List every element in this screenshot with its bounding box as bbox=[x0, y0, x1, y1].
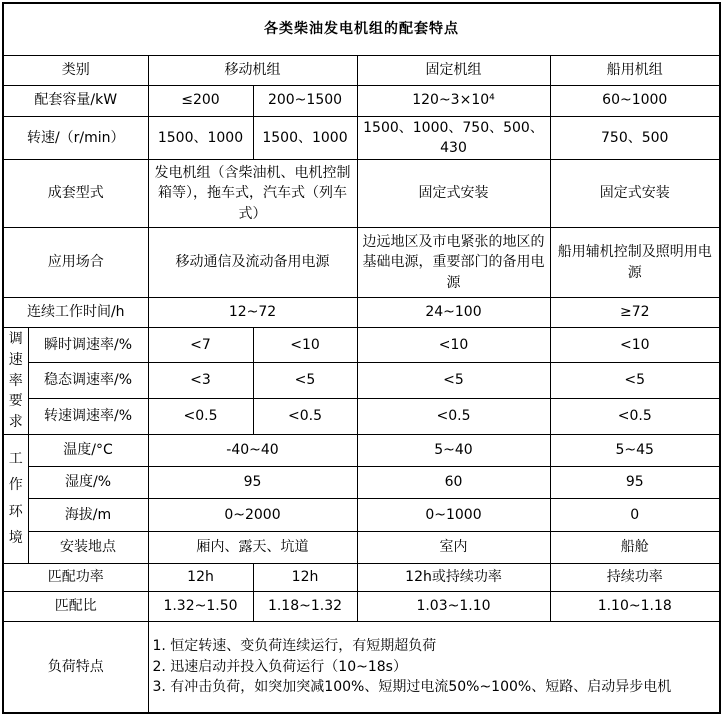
env-temp-marine: 5~45 bbox=[550, 434, 720, 466]
capacity-mobile-a: ≤200 bbox=[148, 85, 253, 116]
env-altitude-label: 海拔/m bbox=[28, 498, 148, 531]
application-marine: 船用辅机控制及照明用电源 bbox=[550, 228, 720, 298]
header-mobile-unit: 移动机组 bbox=[148, 55, 357, 85]
reg-instant-mobile-a: <7 bbox=[148, 328, 253, 363]
reg-steady-fixed: <5 bbox=[357, 362, 550, 399]
row-env-altitude bbox=[3, 498, 720, 531]
duration-fixed: 24~100 bbox=[357, 298, 550, 328]
env-temp-fixed: 5~40 bbox=[357, 434, 550, 466]
package-marine: 固定式安装 bbox=[550, 160, 720, 228]
group-environment bbox=[3, 434, 28, 563]
env-humidity-fixed: 60 bbox=[357, 466, 550, 498]
speed-fixed: 1500、1000、750、500、430 bbox=[357, 116, 550, 160]
env-humidity-marine: 95 bbox=[550, 466, 720, 498]
match-ratio-marine: 1.10~1.18 bbox=[550, 591, 720, 621]
header-marine-unit: 船用机组 bbox=[550, 55, 720, 85]
row-duration bbox=[3, 298, 720, 328]
reg-speed-mobile-b: <0.5 bbox=[253, 399, 357, 435]
env-altitude-mobile: 0~2000 bbox=[148, 498, 357, 531]
capacity-mobile-b: 200~1500 bbox=[253, 85, 357, 116]
row-match-power bbox=[3, 563, 720, 591]
reg-instant-marine: <10 bbox=[550, 328, 720, 363]
env-site-marine: 船舱 bbox=[550, 531, 720, 563]
duration-mobile: 12~72 bbox=[148, 298, 357, 328]
row-header bbox=[3, 55, 720, 85]
env-humidity-label: 湿度/% bbox=[28, 466, 148, 498]
row-load bbox=[3, 621, 720, 713]
match-power-mobile-a: 12h bbox=[148, 563, 253, 591]
row-env-humidity bbox=[3, 466, 720, 498]
reg-instant-mobile-b: <10 bbox=[253, 328, 357, 363]
header-fixed-unit: 固定机组 bbox=[357, 55, 550, 85]
env-altitude-marine: 0 bbox=[550, 498, 720, 531]
application-label: 应用场合 bbox=[3, 228, 148, 298]
speed-mobile-b: 1500、1000 bbox=[253, 116, 357, 160]
diesel-genset-spec-table bbox=[2, 2, 721, 714]
reg-speed-mobile-a: <0.5 bbox=[148, 399, 253, 435]
env-temp-mobile: -40~40 bbox=[148, 434, 357, 466]
speed-mobile-a: 1500、1000 bbox=[148, 116, 253, 160]
duration-label: 连续工作时间/h bbox=[3, 298, 148, 328]
match-ratio-fixed: 1.03~1.10 bbox=[357, 591, 550, 621]
row-env-site bbox=[3, 531, 720, 563]
reg-steady-label: 稳态调速率/% bbox=[28, 362, 148, 399]
env-humidity-mobile: 95 bbox=[148, 466, 357, 498]
row-reg-steady bbox=[3, 362, 720, 399]
row-package bbox=[3, 160, 720, 228]
reg-speed-fixed: <0.5 bbox=[357, 399, 550, 435]
load-line-1: 1. 恒定转速、变负荷连续运行，有短期超负荷 bbox=[152, 638, 437, 655]
speed-label: 转速/（r/min） bbox=[3, 116, 148, 160]
load-characteristics bbox=[148, 621, 720, 713]
speed-marine: 750、500 bbox=[550, 116, 720, 160]
reg-steady-mobile-a: <3 bbox=[148, 362, 253, 399]
match-power-mobile-b: 12h bbox=[253, 563, 357, 591]
group-regulation-label: 调速率要求 bbox=[8, 331, 23, 430]
env-site-mobile: 厢内、露天、坑道 bbox=[148, 531, 357, 563]
capacity-marine: 60~1000 bbox=[550, 85, 720, 116]
reg-speed-label: 转速调速率/% bbox=[28, 399, 148, 435]
match-ratio-label: 匹配比 bbox=[3, 591, 148, 621]
load-label: 负荷特点 bbox=[3, 621, 148, 713]
row-env-temp bbox=[3, 434, 720, 466]
env-temp-label: 温度/°C bbox=[28, 434, 148, 466]
row-match-ratio bbox=[3, 591, 720, 621]
row-reg-speed bbox=[3, 399, 720, 435]
row-capacity bbox=[3, 85, 720, 116]
table-title: 各类柴油发电机组的配套特点 bbox=[3, 3, 720, 55]
application-fixed: 边远地区及市电紧张的地区的基础电源，重要部门的备用电源 bbox=[357, 228, 550, 298]
application-mobile: 移动通信及流动备用电源 bbox=[148, 228, 357, 298]
group-regulation bbox=[3, 328, 28, 435]
env-altitude-fixed: 0~1000 bbox=[357, 498, 550, 531]
match-ratio-mobile-b: 1.18~1.32 bbox=[253, 591, 357, 621]
env-site-fixed: 室内 bbox=[357, 531, 550, 563]
package-mobile: 发电机组（含柴油机、电机控制箱等），拖车式，汽车式（列车式） bbox=[148, 160, 357, 228]
reg-steady-marine: <5 bbox=[550, 362, 720, 399]
row-application bbox=[3, 228, 720, 298]
capacity-fixed: 120~3×10⁴ bbox=[357, 85, 550, 116]
reg-instant-label: 瞬时调速率/% bbox=[28, 328, 148, 363]
env-site-label: 安装地点 bbox=[28, 531, 148, 563]
package-fixed: 固定式安装 bbox=[357, 160, 550, 228]
reg-instant-fixed: <10 bbox=[357, 328, 550, 363]
reg-speed-marine: <0.5 bbox=[550, 399, 720, 435]
load-line-3: 3. 有冲击负荷，如突加突减100%、短期过电流50%~100%、短路、启动异步电机 bbox=[152, 679, 672, 696]
match-power-label: 匹配功率 bbox=[3, 563, 148, 591]
capacity-label: 配套容量/kW bbox=[3, 85, 148, 116]
match-power-marine: 持续功率 bbox=[550, 563, 720, 591]
match-ratio-mobile-a: 1.32~1.50 bbox=[148, 591, 253, 621]
match-power-fixed: 12h或持续功率 bbox=[357, 563, 550, 591]
reg-steady-mobile-b: <5 bbox=[253, 362, 357, 399]
row-title bbox=[3, 3, 720, 55]
package-label: 成套型式 bbox=[3, 160, 148, 228]
row-reg-instant bbox=[3, 328, 720, 363]
group-environment-label: 工作环境 bbox=[8, 450, 23, 547]
row-speed bbox=[3, 116, 720, 160]
load-line-2: 2. 迅速启动并投入负荷运行（10~18s） bbox=[152, 658, 407, 675]
duration-marine: ≥72 bbox=[550, 298, 720, 328]
header-category: 类别 bbox=[3, 55, 148, 85]
